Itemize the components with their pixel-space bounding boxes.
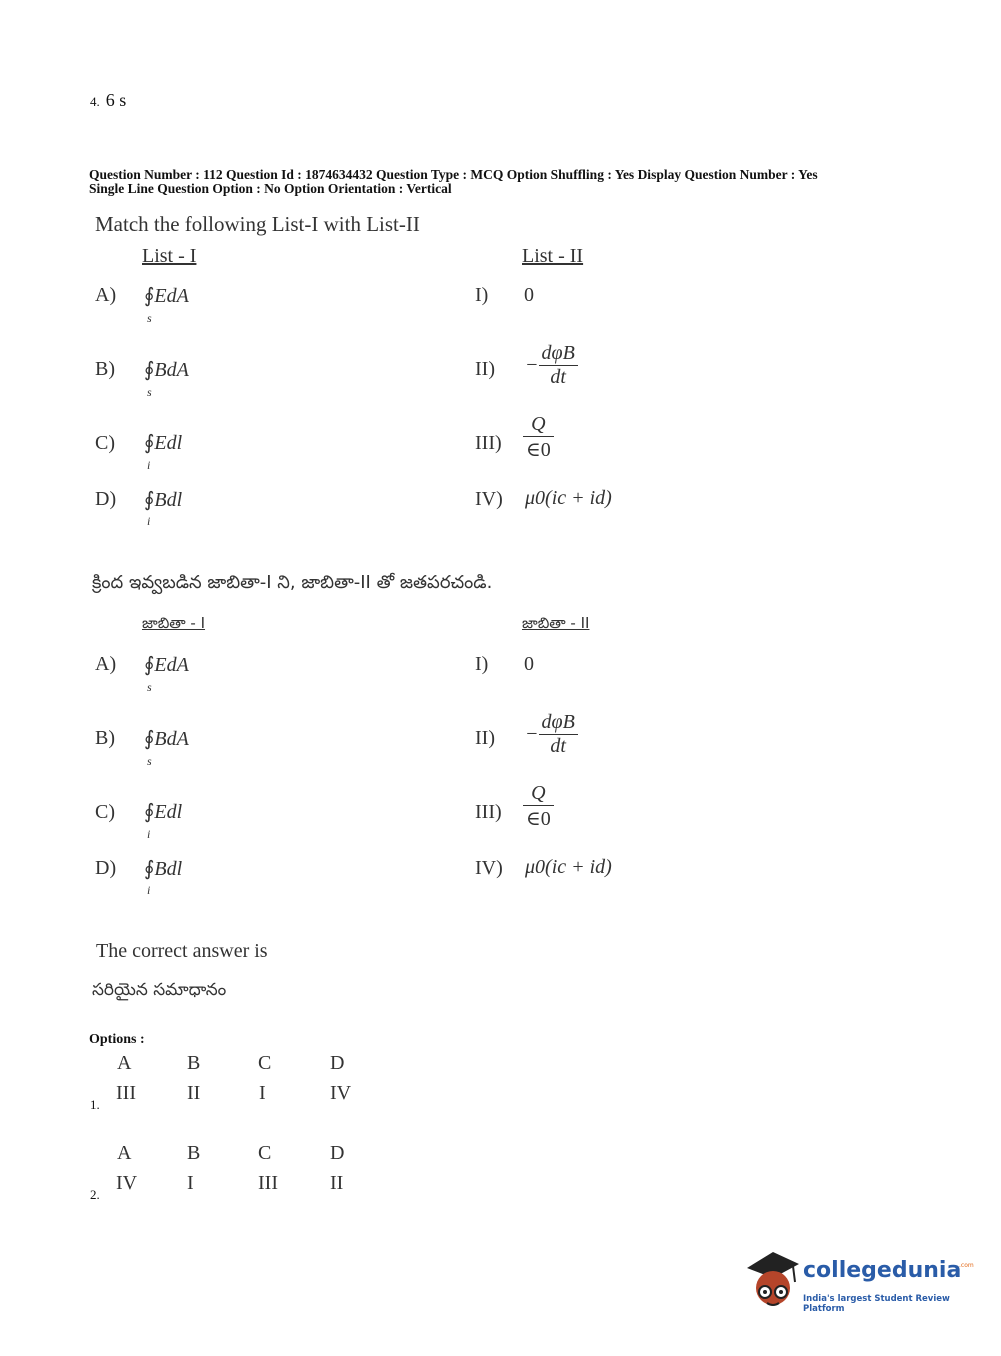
option-1-header-c: C xyxy=(258,1052,272,1074)
list1-heading-te: జాబితా - I xyxy=(142,614,206,632)
list2-label-4-te: IV) xyxy=(475,857,503,879)
list2-heading-en: List - II xyxy=(522,245,584,267)
fraction-denominator: dt xyxy=(550,735,566,757)
minus-sign: − xyxy=(525,723,539,745)
list2-label-2-te: II) xyxy=(475,727,495,749)
list1-sub-a: s xyxy=(147,311,152,325)
list1-sub-d: i xyxy=(147,514,151,528)
list1-sub-d-te: i xyxy=(147,883,151,897)
option-2-value-b: I xyxy=(187,1172,194,1194)
list1-item-b-te xyxy=(144,726,189,751)
list2-label-3: III) xyxy=(475,432,502,454)
list1-item-b xyxy=(144,357,189,382)
list2-label-1: I) xyxy=(475,284,489,306)
closed-integral-icon: ∮ xyxy=(144,728,155,750)
list1-label-c-te: C) xyxy=(95,801,115,823)
correct-answer-en: The correct answer is xyxy=(96,940,268,962)
fraction-numerator: Q xyxy=(523,782,554,806)
list2-value-1: 0 xyxy=(524,284,534,306)
list2-value-3-te xyxy=(523,782,554,831)
list1-sub-b: s xyxy=(147,385,152,399)
list1-sub-c: i xyxy=(147,458,151,472)
correct-answer-te: సరియైన సమాధానం xyxy=(92,980,227,1000)
logo-tagline: India's largest Student Review Platform xyxy=(803,1294,950,1314)
option-1-value-b: II xyxy=(187,1082,201,1104)
option-2-header-a: A xyxy=(117,1142,132,1164)
closed-integral-icon: ∮ xyxy=(144,285,155,307)
question-meta-line2: Single Line Question Option : No Option Orientation : Vertical xyxy=(89,181,452,196)
list1-expr-b: BdA xyxy=(154,359,189,381)
list1-label-a-te: A) xyxy=(95,653,117,675)
option-2-value-d: II xyxy=(330,1172,344,1194)
list1-expr-a: EdA xyxy=(154,285,189,307)
question-title-te: క్రింద ఇవ్వబడిన జాబితా-I ని, జాబితా-II తో జతపరచండి. xyxy=(92,572,493,593)
list2-value-2 xyxy=(525,342,578,389)
option-2-header-c: C xyxy=(258,1142,272,1164)
list1-sub-a-te: s xyxy=(147,680,152,694)
list2-label-4: IV) xyxy=(475,488,503,510)
list1-sub-c-te: i xyxy=(147,827,151,841)
list1-item-c xyxy=(144,430,182,455)
option-1-header-d: D xyxy=(330,1052,345,1074)
list1-item-c-te xyxy=(144,799,182,824)
logo-brand: collegedunia xyxy=(803,1258,962,1283)
mascot-icon xyxy=(743,1248,803,1312)
collegedunia-logo[interactable] xyxy=(743,1248,973,1316)
list1-label-a: A) xyxy=(95,284,117,306)
closed-integral-icon: ∮ xyxy=(144,432,155,454)
list1-expr-d: Bdl xyxy=(154,489,183,511)
list2-heading-te: జాబితా - II xyxy=(522,614,590,632)
question-meta-line1: Question Number : 112 Question Id : 1874634432 Question Type : MCQ Option Shuffling : Yes Display Question Number : Yes xyxy=(89,167,818,182)
option-2-value-c: III xyxy=(258,1172,278,1194)
option-1-value-d: IV xyxy=(330,1082,352,1104)
list1-label-b-te: B) xyxy=(95,727,115,749)
list1-label-b: B) xyxy=(95,358,115,380)
logo-dotcom: .com xyxy=(959,1262,974,1269)
question-title-en: Match the following List-I with List-II xyxy=(95,212,420,236)
closed-integral-icon: ∮ xyxy=(144,359,155,381)
fraction-numerator: dφB xyxy=(539,711,578,735)
list1-expr-c-te: Edl xyxy=(154,801,183,823)
option-2-header-b: B xyxy=(187,1142,201,1164)
list1-label-d: D) xyxy=(95,488,117,510)
fraction-denominator: ∈0 xyxy=(526,439,551,461)
list2-label-2: II) xyxy=(475,358,495,380)
previous-option-text: 6 s xyxy=(105,90,127,110)
list1-label-c: C) xyxy=(95,432,115,454)
list1-expr-a-te: EdA xyxy=(154,654,189,676)
option-2-value-a: IV xyxy=(116,1172,138,1194)
option-1-header-a: A xyxy=(117,1052,132,1074)
option-1-header-b: B xyxy=(187,1052,201,1074)
option-1-value-a: III xyxy=(116,1082,136,1104)
option-2-header-d: D xyxy=(330,1142,345,1164)
closed-integral-icon: ∮ xyxy=(144,801,155,823)
list1-expr-c: Edl xyxy=(154,432,183,454)
option-1-number: 1. xyxy=(90,1097,100,1112)
list2-value-2-te xyxy=(525,711,578,758)
list2-label-3-te: III) xyxy=(475,801,502,823)
question-meta xyxy=(89,168,949,196)
minus-sign: − xyxy=(525,354,539,376)
list2-value-4: μ0(ic + id) xyxy=(525,487,612,509)
list1-heading-en: List - I xyxy=(142,245,197,267)
list1-label-d-te: D) xyxy=(95,857,117,879)
list1-item-d xyxy=(144,487,182,512)
list1-expr-b-te: BdA xyxy=(154,728,189,750)
list2-value-3 xyxy=(523,413,554,462)
closed-integral-icon: ∮ xyxy=(144,654,155,676)
option-1-value-c: I xyxy=(259,1082,266,1104)
list1-item-a xyxy=(144,283,189,308)
fraction-numerator: dφB xyxy=(539,342,578,366)
closed-integral-icon: ∮ xyxy=(144,489,155,511)
fraction-numerator: Q xyxy=(523,413,554,437)
list1-sub-b-te: s xyxy=(147,754,152,768)
fraction-denominator: ∈0 xyxy=(526,808,551,830)
previous-option-number: 4. xyxy=(90,94,100,109)
option-2-number: 2. xyxy=(90,1187,100,1202)
options-label: Options : xyxy=(89,1032,145,1047)
list1-item-a-te xyxy=(144,652,189,677)
list2-value-1-te: 0 xyxy=(524,653,534,675)
previous-option xyxy=(90,90,126,111)
list2-value-4-te: μ0(ic + id) xyxy=(525,856,612,878)
fraction-denominator: dt xyxy=(550,366,566,388)
list2-label-1-te: I) xyxy=(475,653,489,675)
list1-expr-d-te: Bdl xyxy=(154,858,183,880)
list1-item-d-te xyxy=(144,856,182,881)
closed-integral-icon: ∮ xyxy=(144,858,155,880)
